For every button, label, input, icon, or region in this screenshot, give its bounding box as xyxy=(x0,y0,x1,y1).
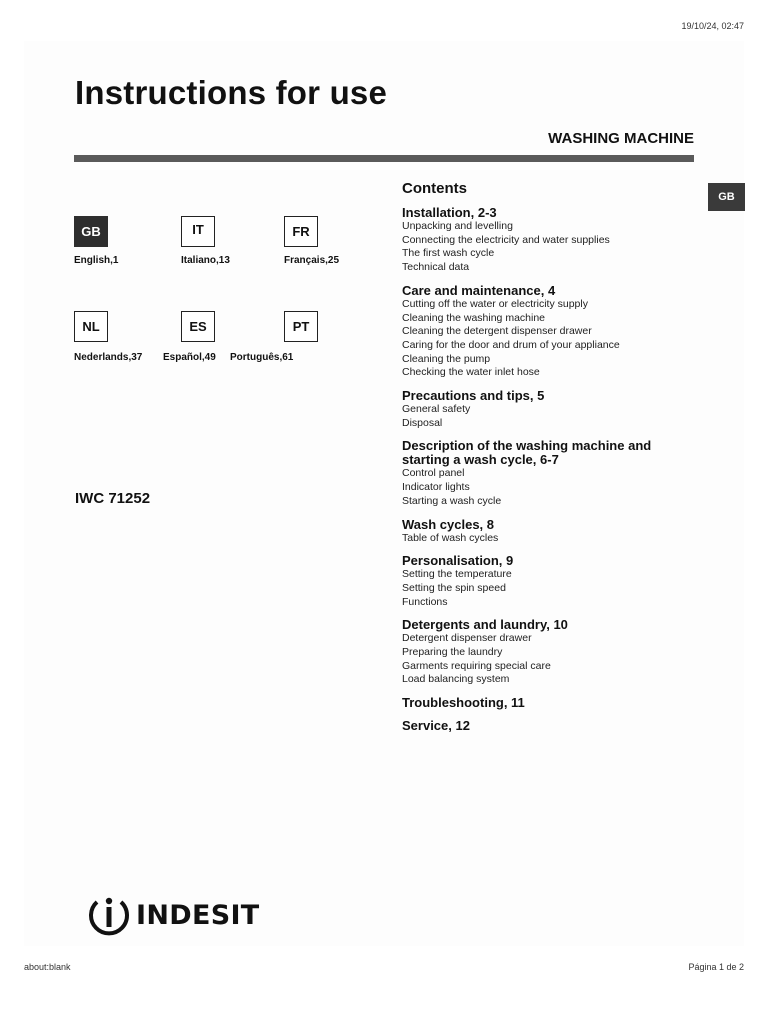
section-item[interactable]: Technical data xyxy=(402,261,470,274)
contents-section xyxy=(402,719,702,733)
section-item[interactable]: General safety xyxy=(402,403,471,416)
title-divider xyxy=(74,155,694,162)
section-item[interactable]: Cleaning the detergent dispenser drawer xyxy=(402,325,592,338)
contents-section xyxy=(402,554,702,609)
section-heading[interactable]: Installation, 2-3 xyxy=(402,205,497,220)
section-heading[interactable]: Personalisation, 9 xyxy=(402,553,514,569)
language-label-es[interactable]: Español,49 xyxy=(163,352,216,363)
section-heading[interactable]: Precautions and tips, 5 xyxy=(402,388,545,404)
brand-logo xyxy=(86,894,260,936)
document-subtitle: WASHING MACHINE xyxy=(548,130,694,147)
contents-section xyxy=(402,206,702,275)
language-label-gb[interactable]: English,1 xyxy=(74,255,119,266)
section-heading[interactable]: Service, 12 xyxy=(402,718,470,734)
contents-section xyxy=(402,284,702,380)
table-of-contents xyxy=(402,180,702,742)
language-box-es[interactable]: ES xyxy=(181,311,215,342)
section-item[interactable]: Indicator lights xyxy=(402,481,470,494)
contents-title: Contents xyxy=(402,180,467,197)
section-item[interactable]: Table of wash cycles xyxy=(402,531,499,544)
model-number: IWC 71252 xyxy=(75,490,151,507)
language-label-fr[interactable]: Français,25 xyxy=(284,255,340,266)
indesit-logo-icon xyxy=(86,894,132,936)
print-datetime: 19/10/24, 02:47 xyxy=(681,21,744,31)
language-label-it[interactable]: Italiano,13 xyxy=(181,255,230,266)
section-item[interactable]: Disposal xyxy=(402,416,443,429)
section-item[interactable]: Cleaning the pump xyxy=(402,352,491,365)
section-item[interactable]: Caring for the door and drum of your appliance xyxy=(402,338,620,351)
section-item[interactable]: The first wash cycle xyxy=(402,247,495,260)
section-item[interactable]: Cutting off the water or electricity supply xyxy=(402,297,588,310)
section-heading[interactable]: Wash cycles, 8 xyxy=(402,516,495,532)
section-item[interactable]: Checking the water inlet hose xyxy=(402,366,540,379)
contents-section xyxy=(402,696,702,710)
language-box-it[interactable]: IT xyxy=(181,216,215,247)
language-box-fr[interactable]: FR xyxy=(284,216,318,247)
print-page-number: Página 1 de 2 xyxy=(688,962,744,972)
section-item[interactable]: Load balancing system xyxy=(402,673,510,686)
section-item[interactable]: Connecting the electricity and water supplies xyxy=(402,233,610,246)
section-heading[interactable]: Detergents and laundry, 10 xyxy=(402,617,568,633)
language-box-nl[interactable]: NL xyxy=(74,311,108,342)
brand-name: INDESIT xyxy=(136,899,260,931)
section-item[interactable]: Preparing the laundry xyxy=(402,646,503,659)
section-heading[interactable]: Care and maintenance, 4 xyxy=(402,282,556,298)
contents-section xyxy=(402,618,702,687)
section-heading[interactable]: Troubleshooting, 11 xyxy=(402,695,525,711)
language-label-nl[interactable]: Nederlands,37 xyxy=(74,352,143,363)
section-item[interactable]: Setting the spin speed xyxy=(402,581,506,594)
contents-section xyxy=(402,518,702,546)
section-item[interactable]: Unpacking and levelling xyxy=(402,220,513,232)
language-box-pt[interactable]: PT xyxy=(284,311,318,342)
section-item[interactable]: Starting a wash cycle xyxy=(402,494,502,507)
section-item[interactable]: Garments requiring special care xyxy=(402,659,551,672)
contents-section xyxy=(402,389,702,430)
print-url: about:blank xyxy=(24,962,71,972)
section-item[interactable]: Detergent dispenser drawer xyxy=(402,632,532,645)
section-item[interactable]: Cleaning the washing machine xyxy=(402,311,546,324)
section-heading[interactable]: Description of the washing machine and starting a wash cycle, 6-7 xyxy=(402,438,652,468)
document-title: Instructions for use xyxy=(75,74,388,111)
side-tab-gb: GB xyxy=(708,183,745,211)
language-label-pt[interactable]: Português,61 xyxy=(230,352,294,363)
language-box-gb[interactable]: GB xyxy=(74,216,108,247)
contents-section xyxy=(402,439,702,508)
section-item[interactable]: Setting the temperature xyxy=(402,568,512,581)
section-item[interactable]: Functions xyxy=(402,595,448,608)
section-item[interactable]: Control panel xyxy=(402,467,465,480)
